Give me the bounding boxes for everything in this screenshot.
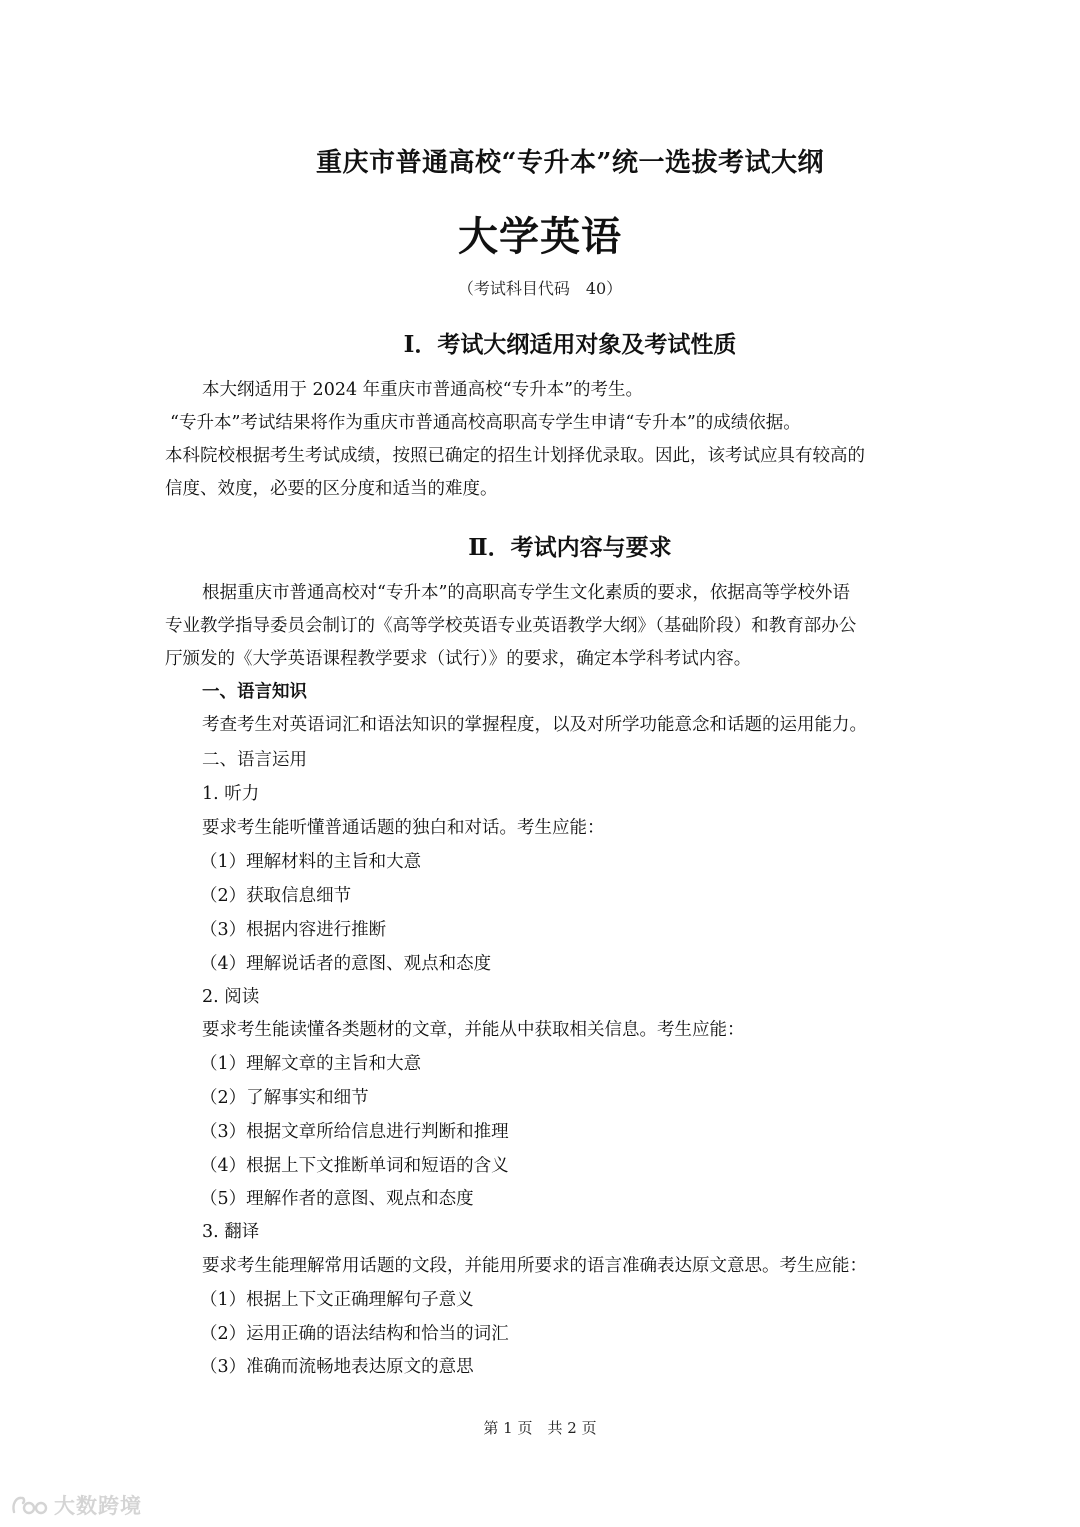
reading-item: （3）根据文章所给信息进行判断和推理 (200, 1122, 509, 1142)
part-2-title: 二、语言运用 (202, 750, 307, 770)
listening-item: （2）获取信息细节 (200, 886, 352, 906)
reading-title: 2. 阅读 (202, 987, 260, 1007)
listening-intro: 要求考生能听懂普通话题的独白和对话。考生应能： (202, 818, 605, 838)
section-1-paragraph: 信度、效度，必要的区分度和适当的难度。 (165, 479, 498, 499)
section-1-paragraph: 本科院校根据考生考试成绩，按照已确定的招生计划择优录取。因此，该考试应具有较高的 (165, 446, 865, 466)
translation-intro: 要求考生能理解常用话题的文段，并能用所要求的语言准确表达原文意思。考生应能： (202, 1256, 867, 1276)
translation-item: （3）准确而流畅地表达原文的意思 (200, 1357, 474, 1377)
section-2-intro-line: 专业教学指导委员会制订的《高等学校英语专业英语教学大纲》（基础阶段）和教育部办公 (165, 616, 857, 636)
document-title: 重庆市普通高校“专升本”统一选拔考试大纲 (316, 148, 824, 178)
watermark-text: 大数跨境 (54, 1494, 142, 1518)
reading-item: （5）理解作者的意图、观点和态度 (200, 1189, 474, 1209)
section-2-intro-line: 厅颁发的《大学英语课程教学要求（试行）》的要求，确定本学科考试内容。 (165, 649, 752, 669)
translation-item: （1）根据上下文正确理解句子意义 (200, 1290, 474, 1310)
part-1-text: 考查考生对英语词汇和语法知识的掌握程度，以及对所学功能意念和话题的运用能力。 (202, 715, 867, 735)
translation-title: 3. 翻译 (202, 1222, 260, 1242)
subject-title: 大学英语 (458, 213, 622, 260)
reading-item: （4）根据上下文推断单词和短语的含义 (200, 1156, 509, 1176)
section-1-heading: Ⅰ．考试大纲适用对象及考试性质 (403, 331, 737, 358)
watermark (10, 1490, 142, 1520)
section-2-heading: Ⅱ．考试内容与要求 (468, 534, 672, 561)
logo-mark-icon (10, 1492, 50, 1518)
reading-item: （2）了解事实和细节 (200, 1088, 369, 1108)
reading-item: （1）理解文章的主旨和大意 (200, 1054, 422, 1074)
section-1-paragraph: “专升本”考试结果将作为重庆市普通高校高职高专学生申请“专升本”的成绩依据。 (170, 413, 801, 433)
listening-title: 1. 听力 (202, 784, 260, 804)
reading-intro: 要求考生能读懂各类题材的文章，并能从中获取相关信息。考生应能： (202, 1020, 745, 1040)
translation-item: （2）运用正确的语法结构和恰当的词汇 (200, 1324, 509, 1344)
listening-item: （1）理解材料的主旨和大意 (200, 852, 422, 872)
section-2-intro-line: 根据重庆市普通高校对“专升本”的高职高专学生文化素质的要求，依据高等学校外语 (202, 583, 850, 603)
subject-code: （考试科目代码 40） (457, 279, 623, 298)
page-number: 第 1 页 共 2 页 (483, 1419, 597, 1437)
listening-item: （3）根据内容进行推断 (200, 920, 387, 940)
part-1-title: 一、语言知识 (202, 682, 307, 702)
listening-item: （4）理解说话者的意图、观点和态度 (200, 954, 492, 974)
section-1-paragraph: 本大纲适用于 2024 年重庆市普通高校“专升本”的考生。 (202, 380, 644, 400)
